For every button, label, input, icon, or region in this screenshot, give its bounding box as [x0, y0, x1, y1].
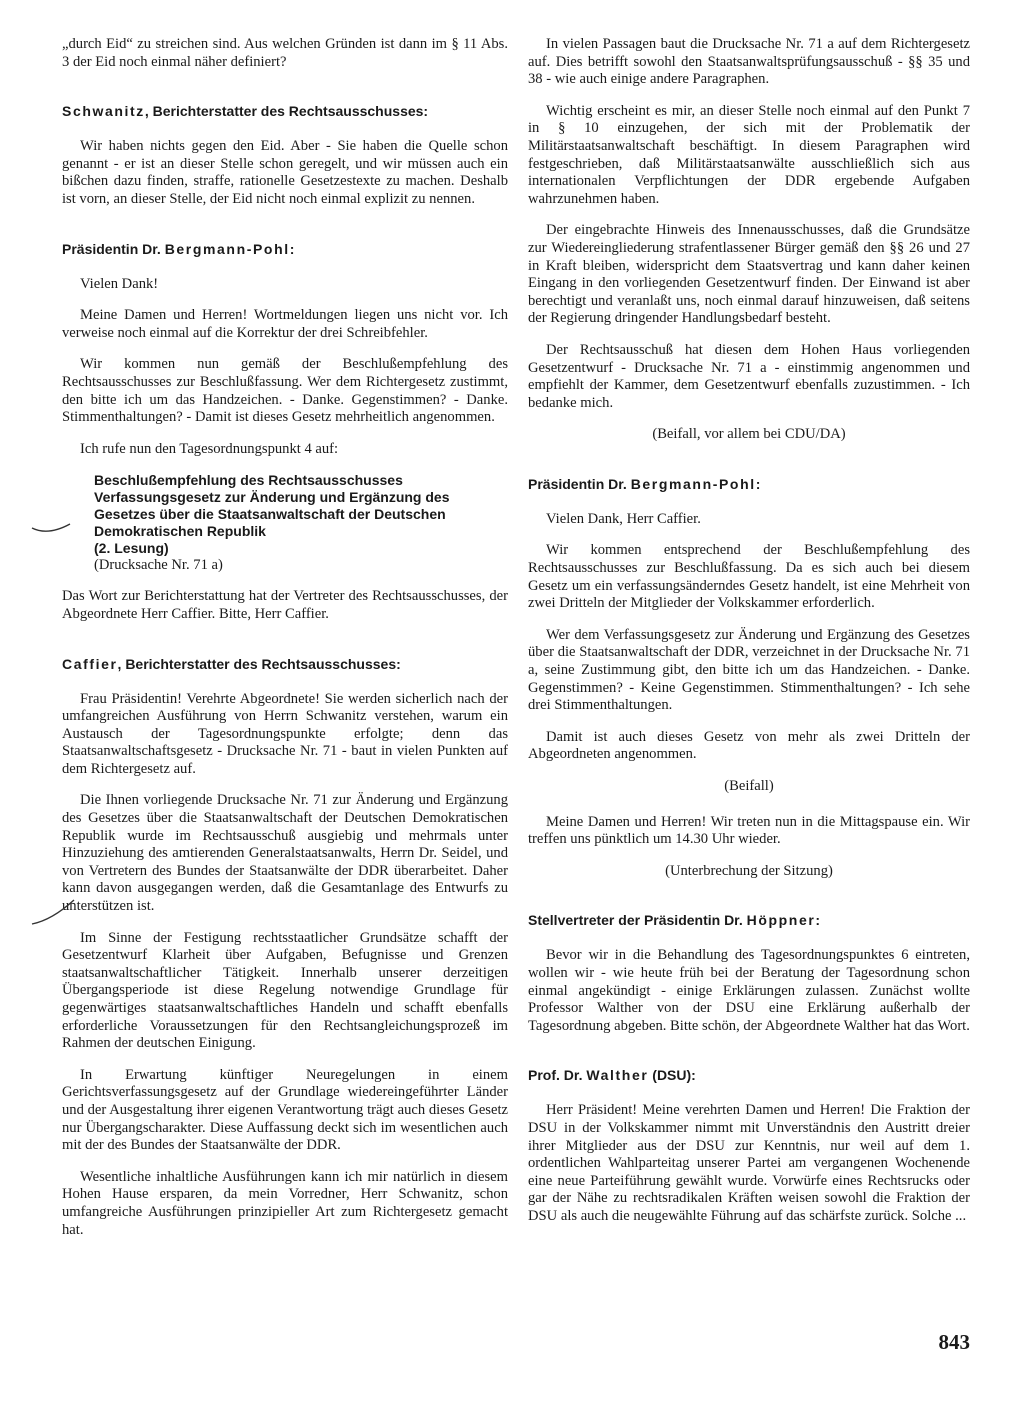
- paragraph: In Erwartung künftiger Neuregelungen in einem Gerichtsverfassungsgesetz auf der Grundlage wiedereingeführter Länder und der Ausgestaltung ihrer eigenen Verantwortung trägt auch dieses Gesetz nur Übergangscharakter. Diese Auffassung deckt sich im wesentlichen auch mit der des Bundes der Staatsanwälte der DDR.: [62, 1066, 508, 1154]
- speaker-name: Bergmann-Pohl: [630, 475, 756, 492]
- agenda-item: [94, 472, 508, 574]
- speaker-heading: [528, 1067, 970, 1084]
- speaker-title: Präsidentin Dr.: [528, 475, 631, 492]
- margin-mark-icon: [30, 896, 80, 928]
- paragraph: Vielen Dank, Herr Caffier.: [546, 510, 701, 527]
- paragraph: Wichtig erscheint es mir, an dieser Stelle noch einmal auf den Punkt 7 in § 10 einzugehen, der sich mit der Problematik der Militärstaatsanwaltschaft beschäftigt. In diesem Paragraphen wird festgeschrieben, daß Militärstaatsanwälte ausschließlich sich aus internationalen Verpflichtungen der DDR ergebende Aufgaben wahrzunehmen haben.: [528, 102, 970, 207]
- applause-note: (Beifall, vor allem bei CDU/DA): [652, 426, 846, 443]
- right-column: [528, 36, 970, 1240]
- paragraph: Frau Präsidentin! Verehrte Abgeordnete! Sie werden sicherlich nach der umfangreichen Ausführung von Herrn Schwanitz verstehen, warum ein Austausch der Tagesordnungspunkte erfolgte; denn das Staatsanwaltschaftsgesetz - Drucksache Nr. 71 - baut in vielen Punkten auf dem Richtergesetz auf.: [62, 690, 508, 777]
- paragraph: Damit ist auch dieses Gesetz von mehr als zwei Dritteln der Abgeordneten angenommen.: [528, 728, 970, 763]
- paragraph: Im Sinne der Festigung rechtsstaatlicher Grundsätze schafft der Gesetzentwurf Klarheit über Aufgaben, Befugnisse und Grenzen staatsanwaltschaftlicher Tätigkeit. Innerhalb unserer derzeitigen Übergangsperiode ist diese Regelung notwendige Grundlage für gegenwärtiges staatsanwaltschaftliches Handeln und schafft ebenfalls erforderliche Voraussetzungen für den Rechtsangleichungsprozeß im Rahmen der deutschen Einigung.: [62, 929, 508, 1052]
- page-number: 843: [938, 1330, 970, 1354]
- paragraph: Wesentliche inhaltliche Ausführungen kann ich mir natürlich in diesem Hohen Hause ersparen, da mein Vorredner, Herr Schwanitz, schon umfangreiche Ausführungen prinzipieller Art zum Richtergesetz gemacht hat.: [62, 1168, 508, 1238]
- margin-mark-icon: [30, 520, 74, 540]
- speaker-heading: [62, 656, 508, 673]
- paragraph: Vielen Dank!: [80, 275, 159, 292]
- speaker-heading: [528, 476, 970, 493]
- speaker-heading: [62, 241, 508, 258]
- speaker-name: Schwanitz: [62, 103, 145, 120]
- paragraph: Meine Damen und Herren! Wortmeldungen liegen uns nicht vor. Ich verweise noch einmal auf die Korrektur der drei Schreibfehler.: [62, 307, 508, 341]
- applause-note: (Beifall): [724, 778, 774, 794]
- agenda-document: (Drucksache Nr. 71 a): [94, 557, 223, 574]
- paragraph: Wir kommen entsprechend der Beschlußempfehlung des Rechtsausschusses zur Beschlußfassung. Da es sich auch bei diesem Gesetz um ein verfassungsänderndes Gesetz handelt, ist eine Mehrheit von zwei Dritteln der Mitglieder der Volkskammer erforderlich.: [528, 542, 970, 612]
- paragraph: In vielen Passagen baut die Drucksache Nr. 71 a auf dem Richtergesetz auf. Dies betrifft sowohl den Staatsanwaltsprüfungsausschuß - §§ 35 und 38 - wie auch einige andere Paragraphen.: [528, 36, 970, 88]
- paragraph: Herr Präsident! Meine verehrten Damen und Herren! Die Fraktion der DSU in der Volkskammer nimmt mit Unverständnis den Austritt dreier ihrer Mitglieder aus der DSU zur Kenntnis, nur weil auf dem 1. ordentlichen Wahlparteitag unserer Partei am vergangenen Wochenende eine neue Parteiführung gewählt wurde. Vorwürfe eines Rechtsrucks oder gar der Nähe zu rechtsradikalen Kräften weisen sowohl die Fraktion der DSU als auch die neugewählte Führung auf das schärfste zurück. Solche ...: [528, 1102, 970, 1224]
- speaker-title: Stellvertreter der Präsidentin Dr.: [528, 912, 747, 929]
- session-break-note: (Unterbrechung der Sitzung): [665, 862, 833, 879]
- agenda-reading: (2. Lesung): [94, 540, 169, 557]
- paragraph: Das Wort zur Berichterstattung hat der Vertreter des Rechtsausschusses, der Abgeordnete Herr Caffier. Bitte, Herr Caffier.: [62, 588, 508, 622]
- speaker-role: , Berichterstatter des Rechtsausschusses:: [144, 103, 429, 120]
- speaker-suffix: (DSU):: [648, 1067, 696, 1084]
- speaker-title: Präsidentin Dr.: [62, 240, 165, 257]
- speaker-title: Prof. Dr.: [528, 1067, 587, 1084]
- left-column: [62, 36, 508, 1253]
- paragraph: Meine Damen und Herren! Wir treten nun in die Mittagspause ein. Wir treffen uns pünktlich um 14.30 Uhr wieder.: [528, 813, 970, 848]
- paragraph: Wer dem Verfassungsgesetz zur Änderung und Ergänzung des Gesetzes über die Staatsanwaltschaft der DDR, verzeichnet in der Drucksache Nr. 71 a, seine Zustimmung gibt, den bitte ich um das Handzeichen. - Danke. Gegenstimmen? - Keine Gegenstimmen. Stimmenthaltungen? - Ich sehe drei Stimmenthaltungen.: [528, 626, 970, 714]
- paragraph: Wir haben nichts gegen den Eid. Aber - Sie haben die Quelle schon genannt - er ist an dieser Stelle schon geregelt, und wir müssen auch ein bißchen dazu finden, straffe, rationelle Gesetzestexte zu machen. Deshalb ist vorn, an dieser Stelle, der Eid nicht noch einmal explizit zu nennen.: [62, 138, 508, 207]
- speaker-name: Caffier: [62, 655, 118, 672]
- paragraph: Ich rufe nun den Tagesordnungspunkt 4 auf:: [80, 440, 339, 457]
- paragraph: „durch Eid“ zu streichen sind. Aus welchen Gründen ist dann im § 11 Abs. 3 der Eid noch einmal näher definiert?: [62, 36, 508, 70]
- speaker-name: Bergmann-Pohl: [164, 240, 290, 257]
- speaker-suffix: :: [815, 912, 821, 929]
- paragraph: Bevor wir in die Behandlung des Tagesordnungspunktes 6 eintreten, wollen wir - wie heute früh bei der Beratung der Tagesordnung schon einmal angekündigt - einige Erklärungen zulassen. Zunächst wollte Professor Walther von der DSU eine Erklärung außerhalb der Tagesordnung abgeben. Bitte schön, der Abgeordnete Walther hat das Wort.: [528, 947, 970, 1034]
- speaker-suffix: :: [755, 475, 761, 492]
- speaker-name: Walther: [586, 1067, 649, 1084]
- paragraph: Der Rechtsausschuß hat diesen dem Hohen Haus vorliegenden Gesetzentwurf - Drucksache Nr. 71 a - einstimmig angenommen und empfiehlt der Kammer, dem Gesetzentwurf ebenfalls zuzustimmen. - Ich bedanke mich.: [528, 341, 970, 411]
- agenda-title: Beschlußempfehlung des Rechtsausschusses Verfassungsgesetz zur Änderung und Ergänzung des Gesetzes über die Staatsanwaltschaft der Deutschen Demokratischen Republik: [94, 472, 450, 540]
- speaker-heading: [62, 103, 508, 120]
- speaker-name: Höppner: [746, 912, 816, 929]
- paragraph: Wir kommen nun gemäß der Beschlußempfehlung des Rechtsausschusses zur Beschlußfassung. Wer dem Richtergesetz zustimmt, den bitte ich um das Handzeichen. - Danke. Gegenstimmen? - Danke. Stimmenthaltungen? - Damit ist dieses Gesetz mehrheitlich angenommen.: [62, 356, 508, 426]
- paragraph: Die Ihnen vorliegende Drucksache Nr. 71 zur Änderung und Ergänzung des Gesetzes über die Staatsanwaltschaft der Deutschen Demokratischen Republik wurde im Rechtsausschuß ausgiebig und mehrmals unter Hinzuziehung des amtierenden Generalstaatsanwalts, Herrn Dr. Seidel, und von Vertretern des Bundes der Staatsanwälte der DDR überarbeitet. Daher kann davon ausgegangen werden, daß die Gesamtanlage des Entwurfs zu unterstützen ist.: [62, 792, 508, 915]
- speaker-role: , Berichterstatter des Rechtsausschusses:: [117, 655, 401, 672]
- speaker-heading: [528, 912, 970, 929]
- speaker-suffix: :: [289, 240, 295, 257]
- paragraph: Der eingebrachte Hinweis des Innenausschusses, daß die Grundsätze zur Wiedereingliederung strafentlassener Bürger gemäß den §§ 26 und 27 in Kraft bleiben, widerspricht dem Staatsvertrag und kann daher keinen Eingang in den vorliegenden Gesetzentwurf finden. Der Einwand ist aber berechtigt und veranlaßt uns, noch einmal darauf hinzuweisen, daß seitens der Regierung dringender Handlungsbedarf besteht.: [528, 222, 970, 327]
